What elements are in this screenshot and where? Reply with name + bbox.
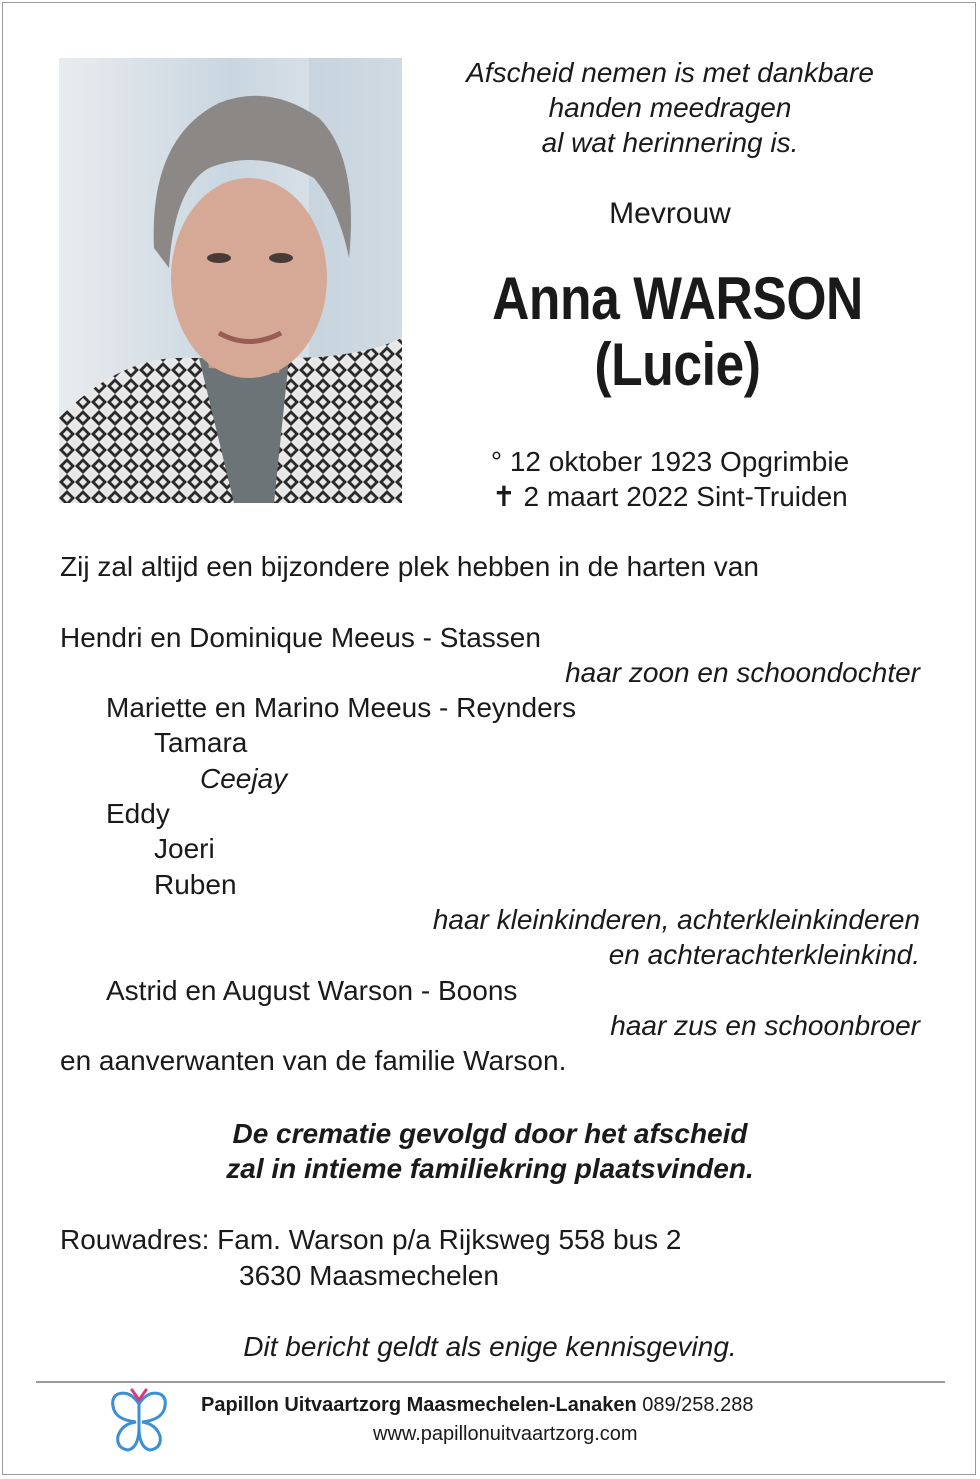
family-line: Joeri	[154, 833, 215, 864]
company-phone: 089/258.288	[642, 1394, 754, 1416]
family-relation: haar zoon en schoondochter	[565, 657, 920, 688]
notice-text: Dit bericht geldt als enige kennisgeving.	[243, 1331, 737, 1362]
deceased-title: Mevrouw	[609, 197, 731, 230]
cremation-line-2: zal in intieme familiekring plaatsvinden.	[226, 1153, 754, 1184]
cremation-line-1: De crematie gevolgd door het afscheid	[232, 1118, 748, 1149]
family-line: Ceejay	[200, 763, 288, 794]
cremation-notice	[60, 1116, 920, 1186]
poem-line-1: Afscheid nemen is met dankbare	[466, 57, 874, 88]
family-line: Ruben	[154, 869, 237, 900]
life-dates	[420, 444, 920, 514]
family-relation: haar kleinkinderen, achterkleinkinderen	[432, 904, 920, 935]
poem-line-3: al wat herinnering is.	[541, 127, 799, 158]
deceased-nickname: (Lucie)	[594, 331, 761, 398]
family-relation: en achterachterkleinkind.	[608, 939, 920, 970]
family-relation: haar zus en schoonbroer	[610, 1010, 920, 1041]
intro-text: Zij zal altijd een bijzondere plek hebben in de harten van	[60, 551, 759, 582]
family-line: Tamara	[154, 727, 248, 758]
birth-date: ° 12 oktober 1923 Opgrimbie	[490, 446, 850, 477]
deceased-name: Anna WARSON	[492, 265, 863, 332]
portrait-image	[59, 58, 402, 503]
family-line: Mariette en Marino Meeus - Reynders	[106, 692, 576, 723]
family-line: Hendri en Dominique Meeus - Stassen	[60, 622, 541, 653]
footer-company-line	[201, 1394, 753, 1417]
deceased-name-block	[456, 266, 899, 398]
butterfly-logo-icon	[108, 1386, 170, 1456]
poem-line-2: handen meedragen	[548, 92, 792, 123]
address-line-1: Rouwadres: Fam. Warson p/a Rijksweg 558 bus 2	[60, 1224, 682, 1255]
family-line: en aanverwanten van de familie Warson.	[60, 1045, 567, 1076]
poem	[420, 55, 920, 160]
death-date: ✝ 2 maart 2022 Sint-Truiden	[492, 481, 848, 512]
address-line-2: 3630 Maasmechelen	[239, 1260, 499, 1291]
company-name: Papillon Uitvaartzorg Maasmechelen-Lanaken	[201, 1394, 637, 1416]
family-line: Astrid en August Warson - Boons	[106, 975, 518, 1006]
footer-divider	[36, 1381, 945, 1383]
family-line: Eddy	[106, 798, 170, 829]
company-website-link[interactable]: www.papillonuitvaartzorg.com	[373, 1423, 638, 1445]
portrait-photo	[59, 58, 402, 503]
